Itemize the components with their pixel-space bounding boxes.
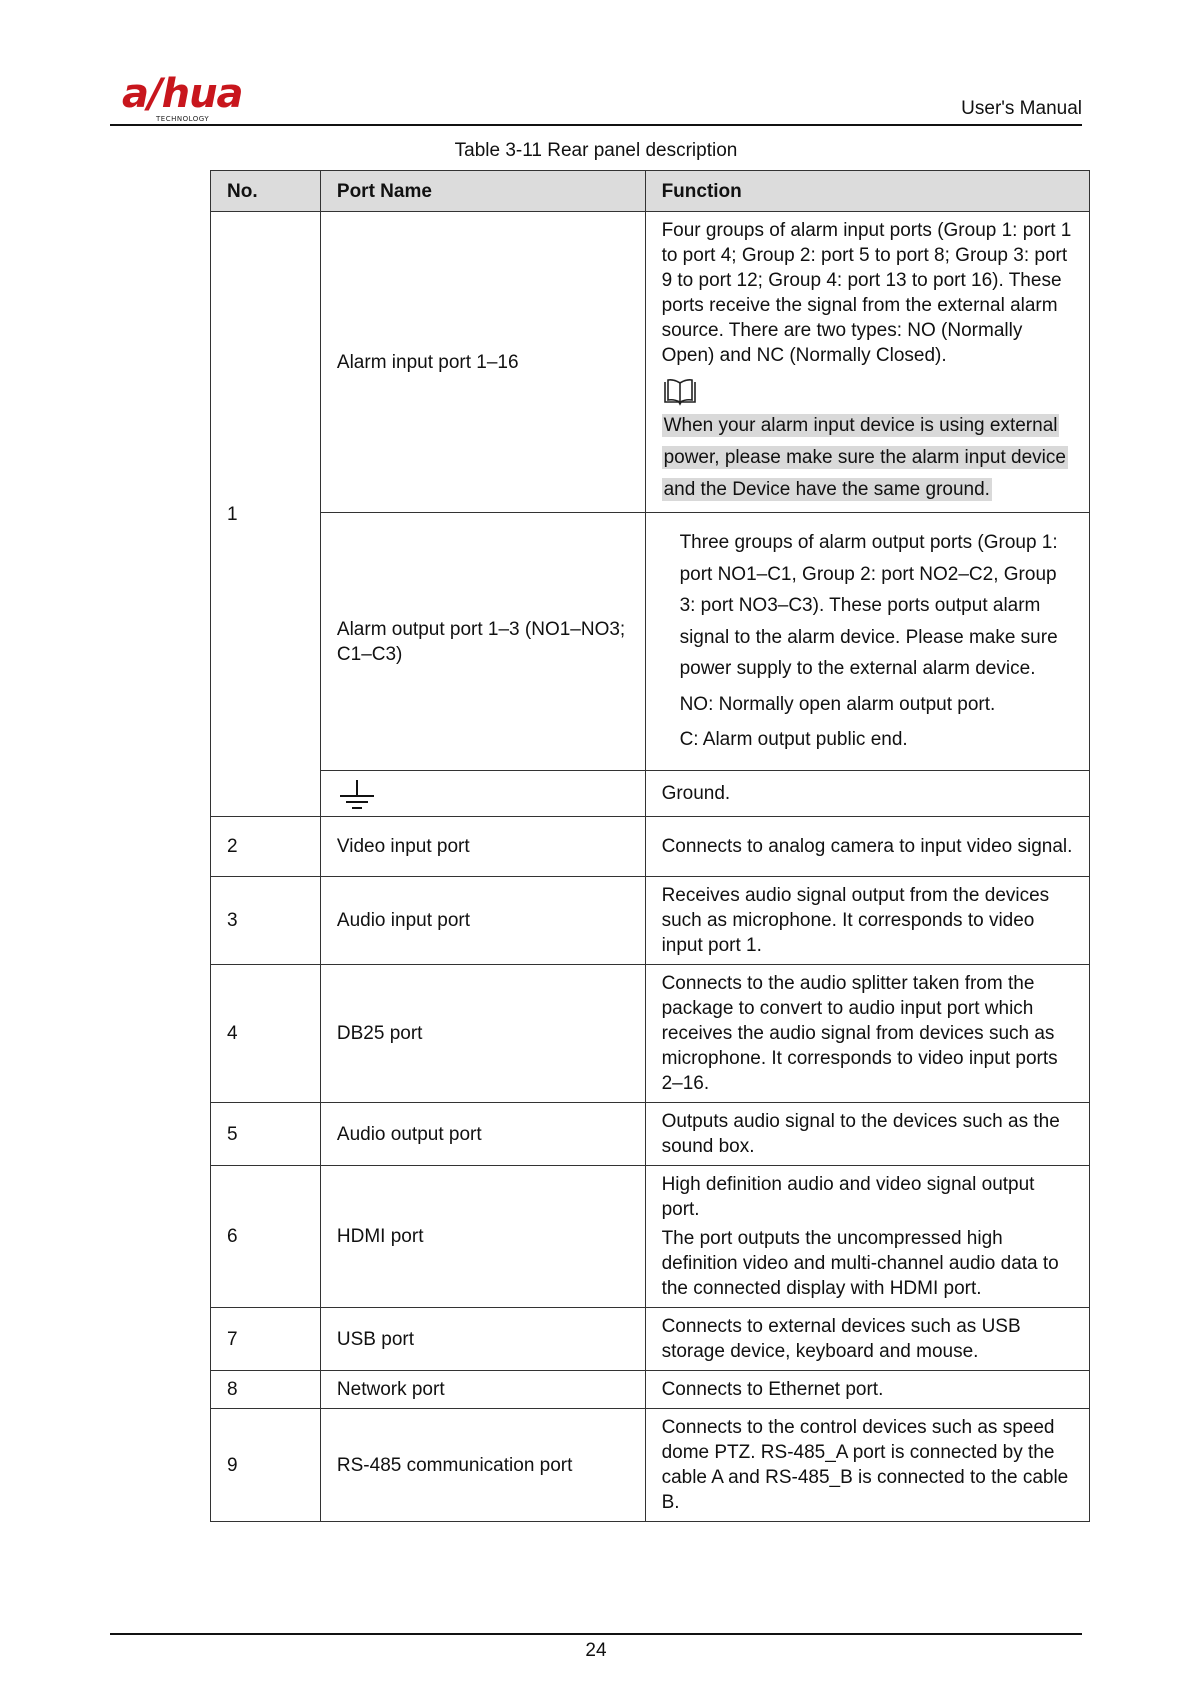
table-row	[211, 1166, 1090, 1308]
port-function	[645, 877, 1089, 965]
header-no: No.	[211, 171, 321, 212]
function-text: Three groups of alarm output ports (Group 1: port NO1–C1, Group 2: port NO2–C2, Group 3: port NO3–C3). These ports output alarm signal to the alarm device. Please make sure power supply to the external alarm device.	[679, 532, 1058, 680]
table-row	[211, 1103, 1090, 1166]
row-number: 4	[211, 965, 321, 1103]
function-text: Connects to Ethernet port.	[661, 1379, 884, 1400]
port-name: Audio input port	[320, 877, 645, 965]
table-row	[211, 212, 1090, 513]
table-row	[211, 877, 1090, 965]
port-name: HDMI port	[320, 1166, 645, 1308]
row-number: 9	[211, 1409, 321, 1522]
port-function	[645, 212, 1089, 513]
port-function	[645, 513, 1089, 771]
function-text: NO: Normally open alarm output port.	[679, 693, 996, 715]
port-function	[645, 1166, 1089, 1308]
ground-symbol	[320, 771, 645, 817]
function-text: Receives audio signal output from the devices such as microphone. It corresponds to video input port 1.	[661, 885, 1050, 956]
header-function: Function	[645, 171, 1089, 212]
table-row	[211, 1308, 1090, 1371]
port-function	[645, 1103, 1089, 1166]
table-row	[211, 1409, 1090, 1522]
function-text: Connects to the control devices such as speed dome PTZ. RS-485_A port is connected by the cable A and RS-485_B is connected to the cable B.	[661, 1417, 1069, 1513]
logo-subtext: TECHNOLOGY	[156, 115, 210, 123]
function-text: Connects to the audio splitter taken from the package to convert to audio input port which receives the audio signal from devices such as microphone. It corresponds to video input ports 2–16.	[661, 973, 1058, 1094]
footer-rule	[110, 1633, 1082, 1635]
port-name: Alarm output port 1–3 (NO1–NO3; C1–C3)	[320, 513, 645, 771]
header-port-name: Port Name	[320, 171, 645, 212]
port-name: Network port	[320, 1371, 645, 1409]
rear-panel-table	[210, 170, 1090, 1522]
row-number: 5	[211, 1103, 321, 1166]
table-row	[211, 965, 1090, 1103]
function-text: Outputs audio signal to the devices such as the sound box.	[661, 1111, 1060, 1157]
port-function	[645, 965, 1089, 1103]
function-text: Connects to external devices such as USB storage device, keyboard and mouse.	[661, 1316, 1021, 1362]
port-name: RS-485 communication port	[320, 1409, 645, 1522]
port-function	[645, 817, 1089, 877]
row-number: 1	[211, 212, 321, 817]
row-number: 6	[211, 1166, 321, 1308]
port-function	[645, 1409, 1089, 1522]
table-row	[211, 1371, 1090, 1409]
row-number: 8	[211, 1371, 321, 1409]
port-function: Ground.	[645, 771, 1089, 817]
note-text: When your alarm input device is using external power, please make sure the alarm input device and the Device have the same ground.	[663, 415, 1066, 500]
brand-logo	[122, 72, 262, 142]
header-title: User's Manual	[961, 98, 1082, 119]
table-row	[211, 817, 1090, 877]
port-function	[645, 1371, 1089, 1409]
table-row	[211, 771, 1090, 817]
function-text: C: Alarm output public end.	[679, 729, 908, 751]
function-text: The port outputs the uncompressed high definition video and multi-channel audio data to the connected display with HDMI port.	[661, 1228, 1059, 1299]
port-function	[645, 1308, 1089, 1371]
port-name: USB port	[320, 1308, 645, 1371]
table-header-row	[211, 171, 1090, 212]
function-text: Connects to analog camera to input video signal.	[661, 836, 1073, 857]
port-name: Video input port	[320, 817, 645, 877]
table-caption: Table 3-11 Rear panel description	[454, 140, 738, 161]
table-row	[211, 513, 1090, 771]
page-number: 24	[585, 1640, 607, 1661]
row-number: 2	[211, 817, 321, 877]
function-text: Four groups of alarm input ports (Group 1: port 1 to port 4; Group 2: port 5 to port 8; Group 3: port 9 to port 12; Group 4: port 13 to port 16). These ports receive the signal from the external alarm source. There are two types: NO (Normally Open) and NC (Normally Closed).	[661, 220, 1072, 366]
row-number: 3	[211, 877, 321, 965]
port-name: Audio output port	[320, 1103, 645, 1166]
row-number: 7	[211, 1308, 321, 1371]
logo-text: a/hua	[122, 71, 243, 117]
header-rule	[110, 124, 1082, 126]
ground-icon	[337, 778, 629, 810]
port-name: Alarm input port 1–16	[320, 212, 645, 513]
function-text: High definition audio and video signal output port.	[661, 1174, 1035, 1220]
note-icon	[662, 378, 1073, 408]
port-name: DB25 port	[320, 965, 645, 1103]
